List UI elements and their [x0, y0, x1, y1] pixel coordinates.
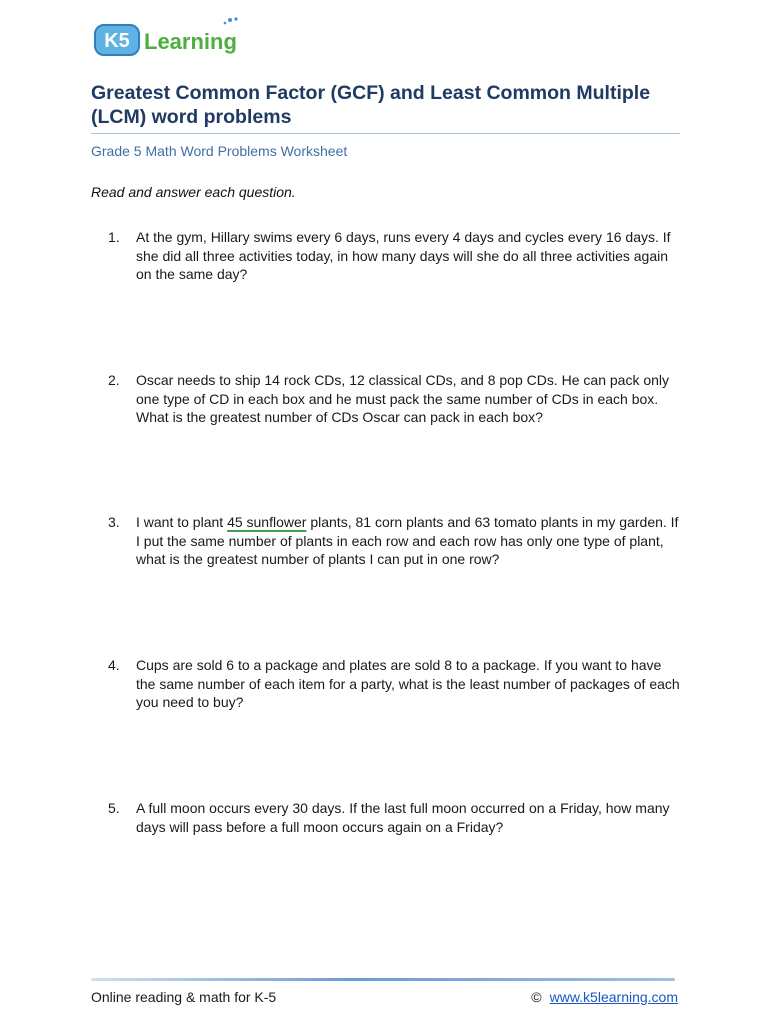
sparkle-icon [224, 17, 238, 24]
question-3 [108, 513, 683, 569]
logo-badge-text: K5 [104, 30, 130, 52]
question-text: Cups are sold 6 to a package and plates are sold 8 to a package. If you want to have the same number of each item for a party, what is the least number of packages of each you need to buy? [136, 657, 680, 710]
footer-tagline: Online reading & math for K-5 [91, 989, 277, 1005]
k5-learning-logo [94, 14, 264, 60]
page-title: Greatest Common Factor (GCF) and Least Common Multiple (LCM) word problems [91, 82, 651, 128]
question-text: A full moon occurs every 30 days. If the last full moon occurred on a Friday, how many days will pass before a full moon occurs again on a Friday? [136, 800, 670, 835]
question-5 [108, 799, 683, 836]
footer-copyright [531, 989, 678, 1006]
question-number: 3. [108, 514, 120, 530]
question-number: 5. [108, 800, 120, 816]
question-1 [108, 228, 683, 284]
website-link[interactable]: www.k5learning.com [549, 989, 678, 1005]
question-text-start: I want to plant [136, 514, 228, 530]
question-text-end: plants, 81 corn plants and 63 tomato plants in my garden. If I put the same number of plants in each row and each row has only one type of plant, what is the greatest number of plants I can put in one row? [136, 514, 679, 567]
worksheet-subtitle: Grade 5 Math Word Problems Worksheet [91, 143, 348, 159]
logo-word-text: Learning [144, 29, 237, 54]
copyright-symbol: © [531, 989, 542, 1005]
question-2 [108, 371, 683, 427]
question-text: Oscar needs to ship 14 rock CDs, 12 classical CDs, and 8 pop CDs. He can pack only one type of CD in each box and he must pack the same number of CDs in each box. What is the greatest number of CDs Oscar can pack in each box? [136, 372, 670, 425]
question-text [136, 513, 683, 569]
question-number: 2. [108, 372, 120, 388]
instructions-text: Read and answer each question. [91, 184, 296, 200]
footer-divider [91, 978, 675, 981]
title-divider [91, 133, 680, 134]
question-number: 4. [108, 657, 120, 673]
question-number: 1. [108, 229, 120, 245]
question-4 [108, 656, 683, 712]
logo-graphic [94, 14, 264, 60]
question-text: At the gym, Hillary swims every 6 days, runs every 4 days and cycles every 16 days. If she did all three activities today, in how many days will she do all three activities again on the same day? [136, 229, 671, 282]
spellcheck-underlined-text: 45 sunflower [227, 514, 307, 530]
